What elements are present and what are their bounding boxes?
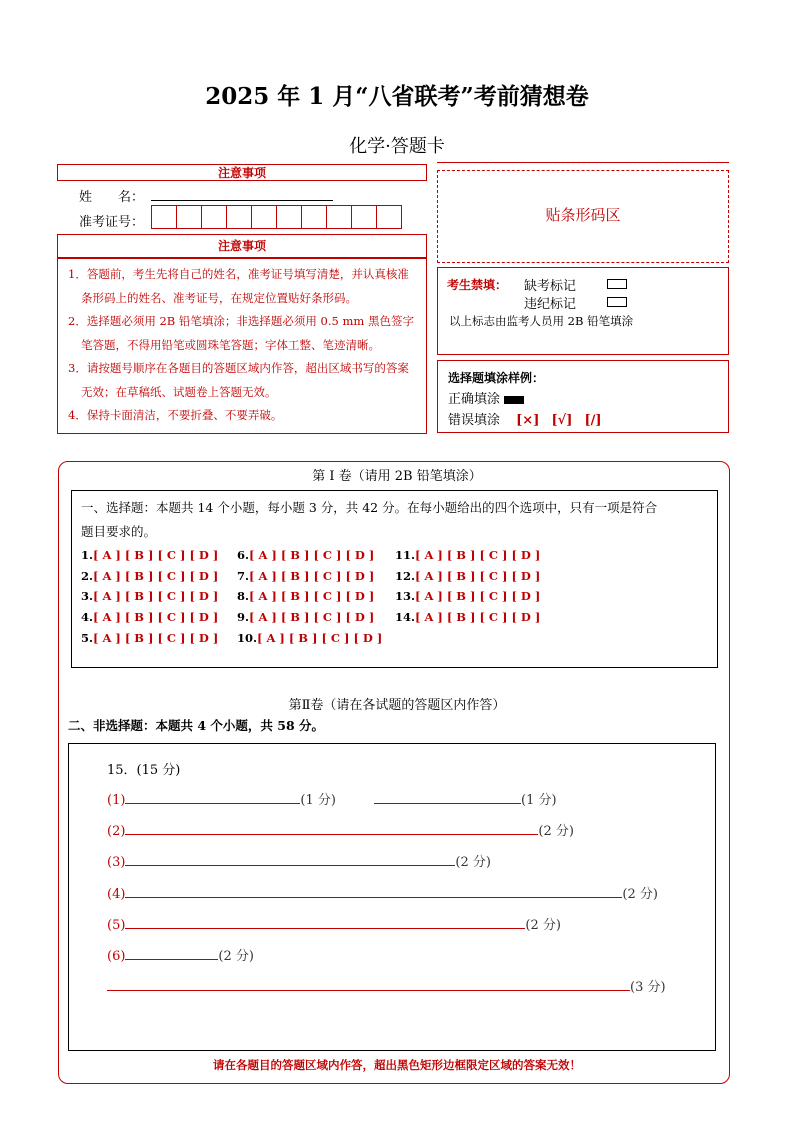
violation-checkbox[interactable] bbox=[607, 297, 627, 307]
wrong-mark: [/] bbox=[584, 413, 602, 428]
notice-header: 注意事项 bbox=[57, 234, 427, 258]
question-10[interactable]: 10.[ A ] [ B ] [ C ] [ D ] bbox=[237, 631, 383, 645]
answer-line-1[interactable]: (1) (1 分) bbox=[107, 789, 336, 808]
question-12[interactable]: 12.[ A ] [ B ] [ C ] [ D ] bbox=[395, 569, 541, 583]
id-cell[interactable] bbox=[151, 205, 177, 229]
part1-instruction-2: 题目要求的。 bbox=[81, 524, 157, 539]
id-cell[interactable] bbox=[301, 205, 327, 229]
id-cell[interactable] bbox=[201, 205, 227, 229]
q15-title: 15．(15 分) bbox=[107, 763, 181, 778]
page-title: 2025 年 1 月“八省联考”考前猜想卷 bbox=[205, 83, 589, 110]
violation-label: 违纪标记 bbox=[524, 297, 577, 312]
footer-warning: 请在各题目的答题区域内作答，超出黑色矩形边框限定区域的答案无效！ bbox=[213, 1058, 581, 1072]
forbidden-label: 考生禁填： bbox=[447, 278, 508, 292]
part1-title: 第 I 卷（请用 2B 铅笔填涂） bbox=[312, 469, 482, 484]
question-3[interactable]: 3.[ A ] [ B ] [ C ] [ D ] bbox=[81, 589, 219, 603]
wrong-mark: [×] bbox=[516, 413, 540, 428]
answer-line-4[interactable]: (4) (2 分) bbox=[107, 883, 658, 902]
part1-instruction: 一、选择题：本题共 14 个小题，每小题 3 分，共 42 分。在每小题给出的四个选项中，只有一项是符合 bbox=[81, 500, 658, 515]
notice-list bbox=[57, 258, 427, 434]
page-subtitle: 化学·答题卡 bbox=[349, 136, 445, 157]
notice-item: 3．请按题号顺序在各题目的答题区域内作答，超出区域书写的答案无效；在草稿纸、试题卷上答题无效。 bbox=[68, 361, 409, 399]
question-14[interactable]: 14.[ A ] [ B ] [ C ] [ D ] bbox=[395, 610, 541, 624]
absent-label: 缺考标记 bbox=[524, 279, 577, 294]
barcode-label: 贴条形码区 bbox=[545, 206, 621, 224]
question-8[interactable]: 8.[ A ] [ B ] [ C ] [ D ] bbox=[237, 589, 375, 603]
q15-box bbox=[68, 743, 716, 1051]
question-6[interactable]: 6.[ A ] [ B ] [ C ] [ D ] bbox=[237, 548, 375, 562]
sample-title: 选择题填涂样例： bbox=[448, 371, 545, 385]
question-2[interactable]: 2.[ A ] [ B ] [ C ] [ D ] bbox=[81, 569, 219, 583]
wrong-mark: [√] bbox=[551, 413, 573, 428]
correct-mark bbox=[504, 396, 524, 404]
part2-instruction: 二、非选择题：本题共 4 个小题，共 58 分。 bbox=[68, 718, 325, 733]
part1-box bbox=[71, 490, 718, 668]
absent-checkbox[interactable] bbox=[607, 279, 627, 289]
question-13[interactable]: 13.[ A ] [ B ] [ C ] [ D ] bbox=[395, 589, 541, 603]
id-cells[interactable] bbox=[151, 205, 401, 229]
question-1[interactable]: 1.[ A ] [ B ] [ C ] [ D ] bbox=[81, 548, 219, 562]
name-field[interactable] bbox=[151, 200, 333, 201]
part2-title: 第Ⅱ卷（请在各试题的答题区内作答） bbox=[288, 698, 506, 713]
id-label: 准考证号： bbox=[79, 215, 145, 230]
forbidden-note: 以上标志由监考人员用 2B 铅笔填涂 bbox=[449, 314, 634, 328]
info-header: 注意事项 bbox=[57, 164, 427, 181]
answer-line-1b[interactable]: (1 分) bbox=[374, 789, 557, 808]
notice-item: 4．保持卡面清洁，不要折叠、不要弄破。 bbox=[68, 408, 283, 422]
question-5[interactable]: 5.[ A ] [ B ] [ C ] [ D ] bbox=[81, 631, 219, 645]
question-4[interactable]: 4.[ A ] [ B ] [ C ] [ D ] bbox=[81, 610, 219, 624]
id-cell[interactable] bbox=[176, 205, 202, 229]
question-7[interactable]: 7.[ A ] [ B ] [ C ] [ D ] bbox=[237, 569, 375, 583]
name-label: 姓 名： bbox=[79, 190, 145, 205]
id-cell[interactable] bbox=[226, 205, 252, 229]
answer-line-6[interactable]: (6) (2 分) bbox=[107, 945, 254, 964]
id-cell[interactable] bbox=[351, 205, 377, 229]
notice-item: 2．选择题必须用 2B 铅笔填涂；非选择题必须用 0.5 mm 黑色签字笔答题，不得用铅笔或圆珠笔答题；字体工整、笔迹清晰。 bbox=[68, 314, 414, 352]
divider bbox=[437, 162, 729, 163]
wrong-label: 错误填涂 bbox=[448, 413, 501, 428]
answer-line-3[interactable]: (3) (2 分) bbox=[107, 851, 491, 870]
answer-line-7[interactable]: (3 分) bbox=[107, 976, 666, 995]
barcode-area bbox=[437, 170, 729, 263]
sample-box bbox=[437, 360, 729, 433]
id-cell[interactable] bbox=[326, 205, 352, 229]
correct-label: 正确填涂 bbox=[448, 392, 501, 407]
forbidden-box bbox=[437, 267, 729, 355]
id-cell[interactable] bbox=[251, 205, 277, 229]
answer-line-2[interactable]: (2) (2 分) bbox=[107, 820, 574, 839]
id-cell[interactable] bbox=[376, 205, 402, 229]
question-11[interactable]: 11.[ A ] [ B ] [ C ] [ D ] bbox=[395, 548, 541, 562]
id-cell[interactable] bbox=[276, 205, 302, 229]
notice-item: 1．答题前，考生先将自己的姓名，准考证号填写清楚，并认真核准条形码上的姓名、准考证号，在规定位置贴好条形码。 bbox=[68, 267, 409, 305]
question-9[interactable]: 9.[ A ] [ B ] [ C ] [ D ] bbox=[237, 610, 375, 624]
answer-line-5[interactable]: (5) (2 分) bbox=[107, 914, 561, 933]
